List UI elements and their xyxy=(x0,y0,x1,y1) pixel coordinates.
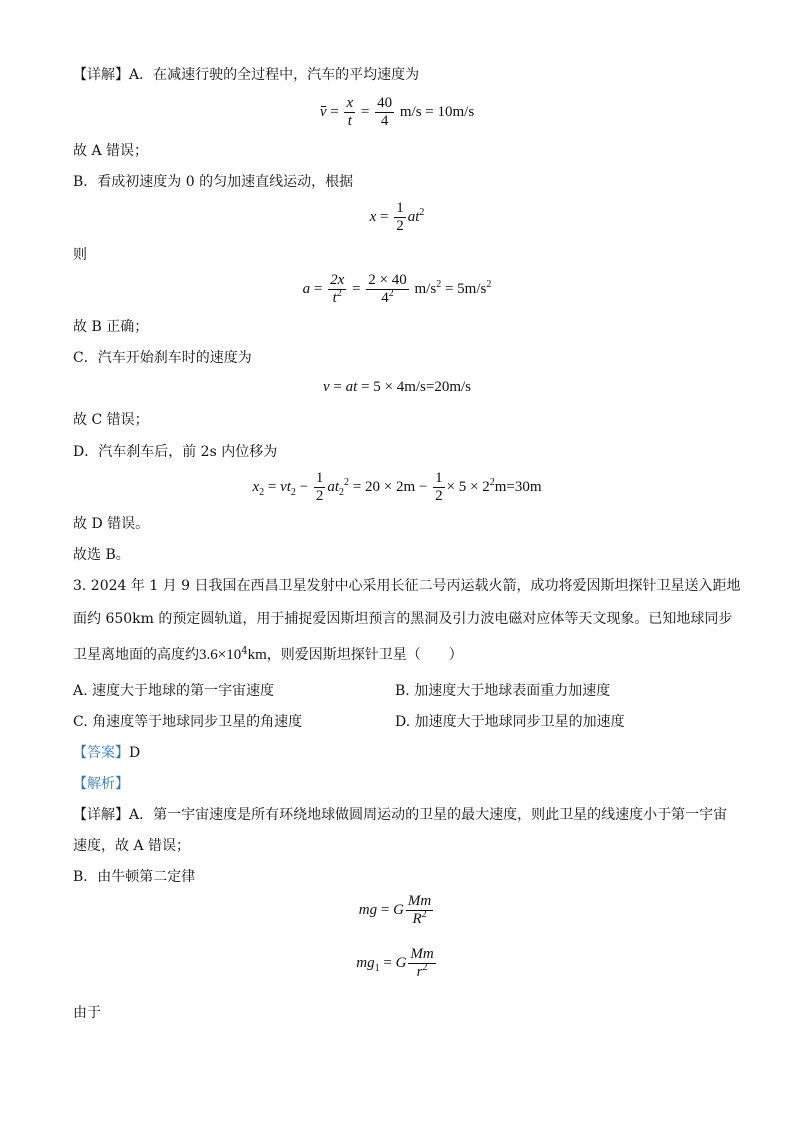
sol2-d-result: 故 D 错误。 xyxy=(73,516,150,532)
answer-tag: 【答案】 xyxy=(73,745,129,761)
sol2-choose: 故选 B。 xyxy=(73,547,130,563)
formula-gravity-orbit: $mg_1 = G$ $\frac{Mm}{r^2}$ xyxy=(356,946,434,980)
sol2-d-intro: D．汽车刹车后，前 2s 内位移为 xyxy=(73,444,278,460)
formula-2s-displacement: $x_2 = vt_2$ − $\frac{1}{2}$ $at_2^2 = 20 \times 2m$ − $\frac{1}{2}$ × $5 \times 2^2m=30m$ xyxy=(252,470,542,504)
q3-detail-a-line1: 【详解】A．第一宇宙速度是所有环绕地球做圆周运动的卫星的最大速度，则此卫星的线速度小于第一宇宙 xyxy=(73,807,728,823)
option-a: A. 速度大于地球的第一宇宙速度 xyxy=(73,683,275,699)
sol2-c-result: 故 C 错误； xyxy=(73,412,149,428)
q3-stem-line1: 3. 2024 年 1 月 9 日我国在西昌卫星发射中心采用长征二号丙运载火箭，成功将爱因斯坦探针卫星送入距地 xyxy=(73,578,741,594)
formula-acceleration: a = $\frac{2x}{t^2}$ = $\frac{2 \times 40}{4^2}$ $m/s^2 = 5m/s^2$ xyxy=(302,272,492,306)
then-label: 则 xyxy=(73,247,87,263)
sol2-b-result: 故 B 正确； xyxy=(73,319,149,335)
since-label: 由于 xyxy=(73,1005,101,1021)
formula-gravity-surface: mg = G $\frac{Mm}{R^2}$ xyxy=(358,893,432,927)
q3-detail-a-line2: 速度，故 A 错误； xyxy=(73,838,191,854)
q3-stem-line2: 面约 650km 的预定圆轨道，用于捕捉爱因斯坦预言的黑洞及引力波电磁对应体等天文现象。已知地球同步 xyxy=(73,611,733,627)
q3-detail-b-intro: B．由牛顿第二定律 xyxy=(73,869,196,885)
sol2-a-intro: 【详解】A．在减速行驶的全过程中，汽车的平均速度为 xyxy=(73,67,420,83)
answer-value: D xyxy=(129,745,141,761)
formula-initial-velocity: v = at = 5 × 4m/s=20m/s xyxy=(322,379,472,395)
sol2-b-intro: B．看成初速度为 0 的匀加速直线运动，根据 xyxy=(73,174,354,190)
formula-displacement: x = $\frac{1}{2}$ $at^2$ xyxy=(369,200,425,234)
analysis-tag: 【解析】 xyxy=(73,776,129,792)
option-b: B. 加速度大于地球表面重力加速度 xyxy=(395,683,611,699)
formula-average-velocity: v = $\frac{x}{t}$ = $\frac{40}{4}$ m/s = 10m/s xyxy=(319,95,475,129)
answer-line xyxy=(73,743,140,763)
option-c: C. 角速度等于地球同步卫星的角速度 xyxy=(73,714,303,730)
option-d: D. 加速度大于地球同步卫星的加速度 xyxy=(395,714,625,730)
sol2-c-intro: C．汽车开始刹车时的速度为 xyxy=(73,350,252,366)
detail-tag: 【详解】 xyxy=(73,67,129,83)
sol2-a-result: 故 A 错误； xyxy=(73,143,149,159)
q3-stem-line3: 卫星离地面的高度约$3.6\times 10^4km$，则爱因斯坦探针卫星（ ） xyxy=(73,645,463,663)
